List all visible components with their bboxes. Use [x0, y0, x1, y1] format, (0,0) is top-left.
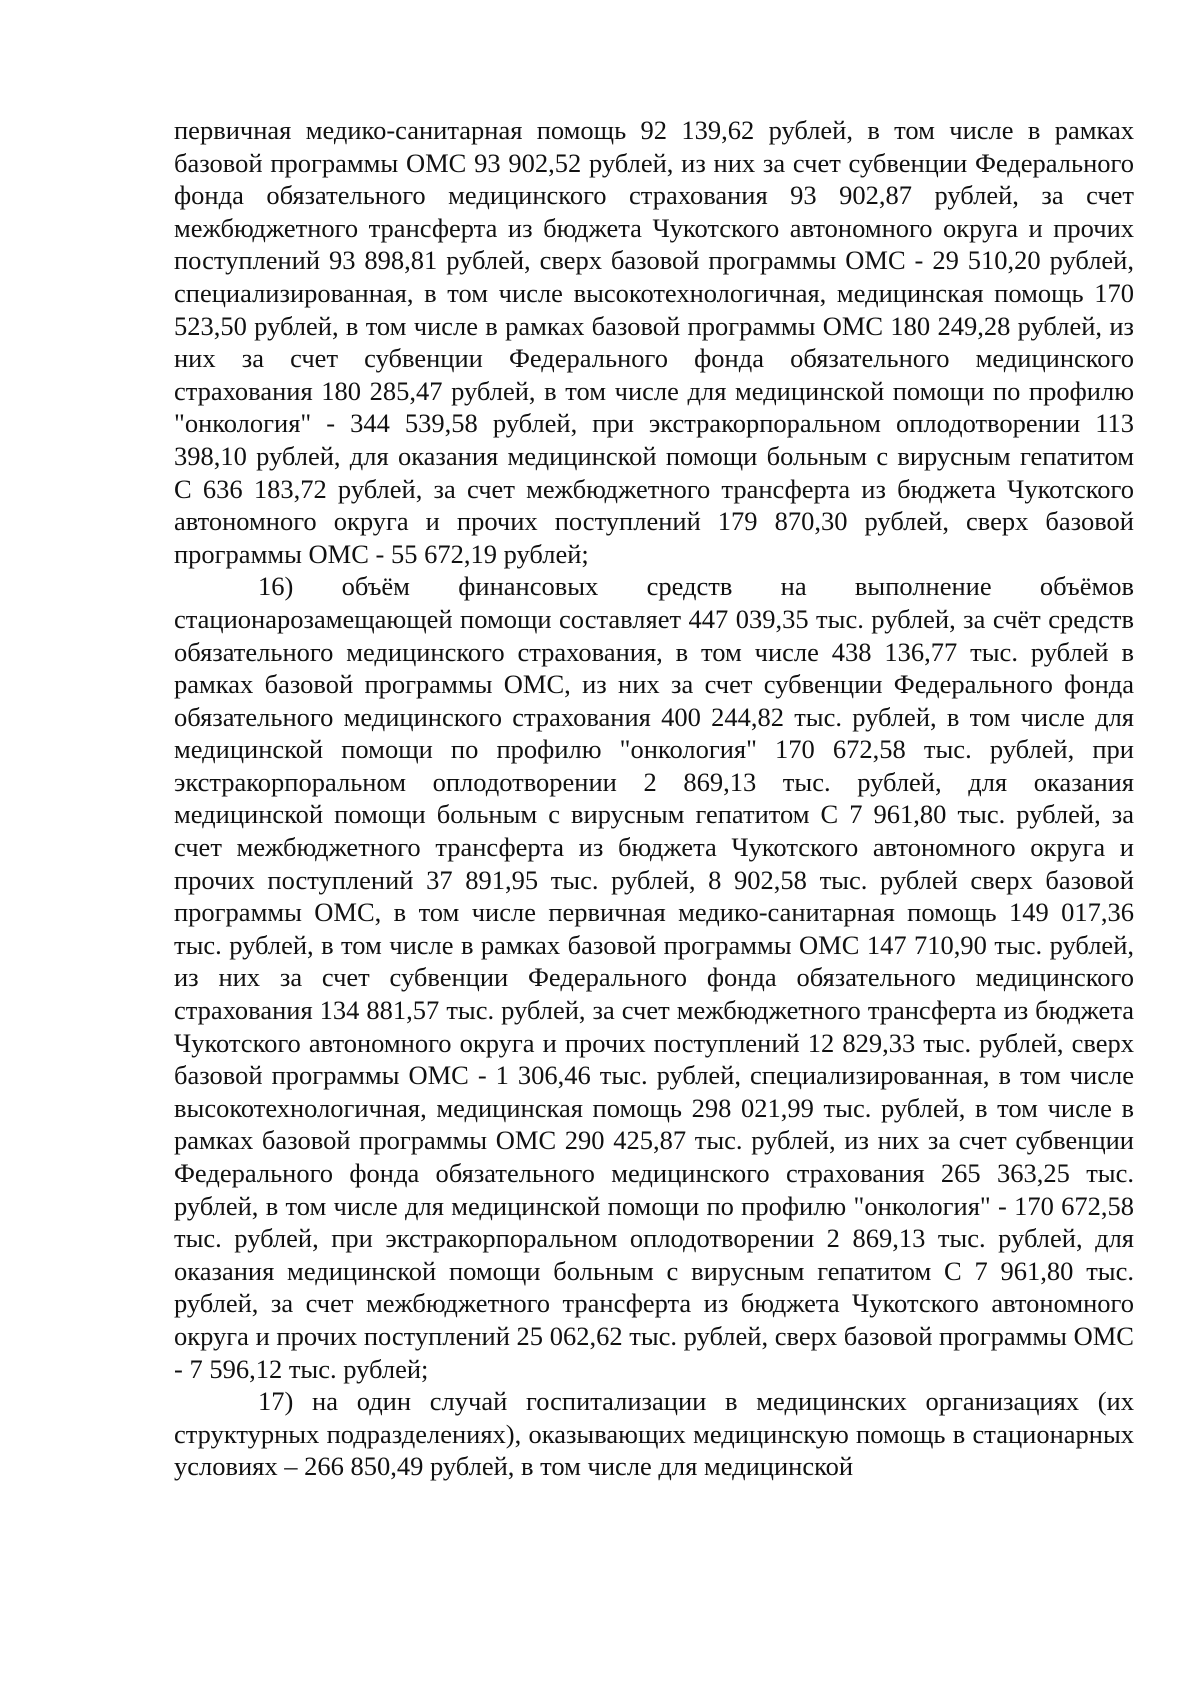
paragraph-continuation: первичная медико-санитарная помощь 92 139,62 рублей, в том числе в рамках базовой программы ОМС 93 902,52 рублей, из них за счет субвенции Федерального фонда обязательного медицинского страхования 93 902,87 рублей, за счет межбюджетного трансферта из бюджета Чукотского автономного округа и прочих поступлений 93 898,81 рублей, сверх базовой программы ОМС - 29 510,20 рублей, специализированная, в том числе высокотехнологичная, медицинская помощь 170 523,50 рублей, в том числе в рамках базовой программы ОМС 180 249,28 рублей, из них за счет субвенции Федерального фонда обязательного медицинского страхования 180 285,47 рублей, в том числе для медицинской помощи по профилю "онкология" - 344 539,58 рублей, при экстракорпоральном оплодотворении 113 398,10 рублей, для оказания медицинской помощи больным с вирусным гепатитом С 636 183,72 рублей, за счет межбюджетного трансферта из бюджета Чукотского автономного округа и прочих поступлений 179 870,30 рублей, сверх базовой программы ОМС - 55 672,19 рублей;: [174, 115, 1134, 569]
paragraph-item-16: 16) объём финансовых средств на выполнение объёмов стационарозамещающей помощи составляет 447 039,35 тыс. рублей, за счёт средств обязательного медицинского страхования, в том числе 438 136,77 тыс. рублей в рамках базовой программы ОМС, из них за счет субвенции Федерального фонда обязательного медицинского страхования 400 244,82 тыс. рублей, в том числе для медицинской помощи по профилю "онкология" 170 672,58 тыс. рублей, при экстракорпоральном оплодотворении 2 869,13 тыс. рублей, для оказания медицинской помощи больным с вирусным гепатитом С 7 961,80 тыс. рублей, за счет межбюджетного трансферта из бюджета Чукотского автономного округа и прочих поступлений 37 891,95 тыс. рублей, 8 902,58 тыс. рублей сверх базовой программы ОМС, в том числе первичная медико-санитарная помощь 149 017,36 тыс. рублей, в том числе в рамках базовой программы ОМС 147 710,90 тыс. рублей, из них за счет субвенции Федерального фонда обязательного медицинского страхования 134 881,57 тыс. рублей, за счет межбюджетного трансферта из бюджета Чукотского автономного округа и прочих поступлений 12 829,33 тыс. рублей, сверх базовой программы ОМС - 1 306,46 тыс. рублей, специализированная, в том числе высокотехнологичная, медицинская помощь 298 021,99 тыс. рублей, в том числе в рамках базовой программы ОМС 290 425,87 тыс. рублей, из них за счет субвенции Федерального фонда обязательного медицинского страхования 265 363,25 тыс. рублей, в том числе для медицинской помощи по профилю "онкология" - 170 672,58 тыс. рублей, при экстракорпоральном оплодотворении 2 869,13 тыс. рублей, для оказания медицинской помощи больным с вирусным гепатитом С 7 961,80 тыс. рублей, за счет межбюджетного трансферта из бюджета Чукотского автономного округа и прочих поступлений 25 062,62 тыс. рублей, сверх базовой программы ОМС - 7 596,12 тыс. рублей;: [174, 571, 1134, 1384]
document-body: [174, 114, 1134, 1483]
paragraph-item-17: 17) на один случай госпитализации в медицинских организациях (их структурных подразделениях), оказывающих медицинскую помощь в стационарных условиях – 266 850,49 рублей, в том числе для медицинской: [174, 1386, 1134, 1482]
